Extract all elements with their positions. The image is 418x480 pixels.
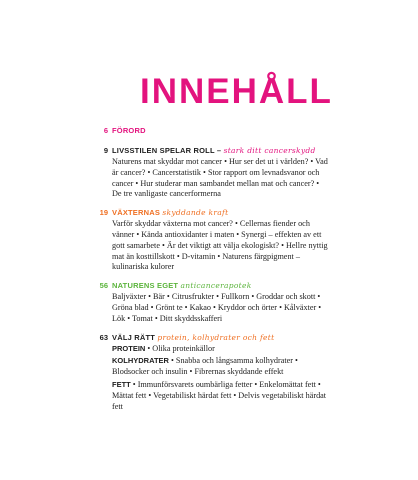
chapter-heading: FÖRORD xyxy=(112,126,146,135)
subsection xyxy=(112,344,330,355)
toc-entry-naturens xyxy=(99,280,330,324)
chapter-heading-script: stark ditt cancerskydd xyxy=(223,146,316,155)
subsection-text: • Snabba och långsamma kolhydrater • Blodsocker och insulin • Fibrernas skyddande effekt xyxy=(112,356,298,377)
subsection xyxy=(112,380,330,412)
chapter-description: Varför skyddar växterna mot cancer? • Cellernas fiender och vänner • Kända antioxidanter i maten • Synergi – effekten av ett gott samarbete • Är det viktigt att välja ekologiskt? • Hellre nyttig mat än kosttillskott • D-vitamin • Naturens färgpigment – kulinariska kulorer xyxy=(112,219,328,272)
chapter-heading xyxy=(112,145,330,156)
page-number: 9 xyxy=(103,146,108,155)
toc-entry-vaxternas xyxy=(99,207,330,273)
chapter-heading-script: skyddande kraft xyxy=(162,208,229,218)
page-title: INNEHÅLL xyxy=(140,72,333,111)
subsection-label: FETT xyxy=(112,379,131,389)
chapter-heading xyxy=(112,207,330,218)
subsection-label: KOLHYDRATER xyxy=(112,356,169,366)
subsection-text: • Olika proteinkällor xyxy=(145,343,215,353)
subsection-text: • Immunförsvarets oumbärliga fetter • Enkelomättat fett • Mättat fett • Vegetabiliskt härdat fett • Delvis vegetabiliskt härdat fett xyxy=(112,379,327,411)
chapter-heading-script: protein, kolhydrater och fett xyxy=(157,332,275,342)
subsection-label: PROTEIN xyxy=(112,343,146,353)
table-of-contents xyxy=(99,125,330,419)
chapter-heading-text: LIVSSTILEN SPELAR ROLL – xyxy=(112,146,222,155)
chapter-heading xyxy=(112,332,330,343)
chapter-heading-script: anticancerapotek xyxy=(180,281,252,291)
toc-entry-forord xyxy=(103,125,330,136)
chapter-heading-text: VÄLJ RÄTT xyxy=(112,332,156,342)
page-number: 63 xyxy=(99,332,108,342)
toc-entry-valj-ratt xyxy=(99,332,330,413)
toc-entry-livsstilen xyxy=(103,145,330,200)
chapter-heading-text: NATURENS EGET xyxy=(112,281,179,291)
chapter-description: Baljväxter • Bär • Citrusfrukter • Fullkorn • Groddar och skott • Gröna blad • Grönt te • Kakao • Kryddor och örter • Kålväxter • Lök • Tomat • Ditt skyddsskafferi xyxy=(112,292,322,323)
chapter-heading-text: VÄXTERNAS xyxy=(112,208,161,218)
page-number: 6 xyxy=(103,126,108,135)
chapter-description: Naturens mat skyddar mot cancer • Hur ser det ut i världen? • Vad är cancer? • Cancerstatistik • Stor rapport om levnadsvanor och cancer • Hur studerar man sambandet mellan mat och cancer? • De tre vanligaste cancerformerna xyxy=(112,157,328,199)
subsection xyxy=(112,356,330,378)
chapter-heading xyxy=(112,280,330,291)
page-number: 19 xyxy=(99,208,108,218)
chapter-description xyxy=(112,344,330,413)
page-number: 56 xyxy=(99,281,108,291)
